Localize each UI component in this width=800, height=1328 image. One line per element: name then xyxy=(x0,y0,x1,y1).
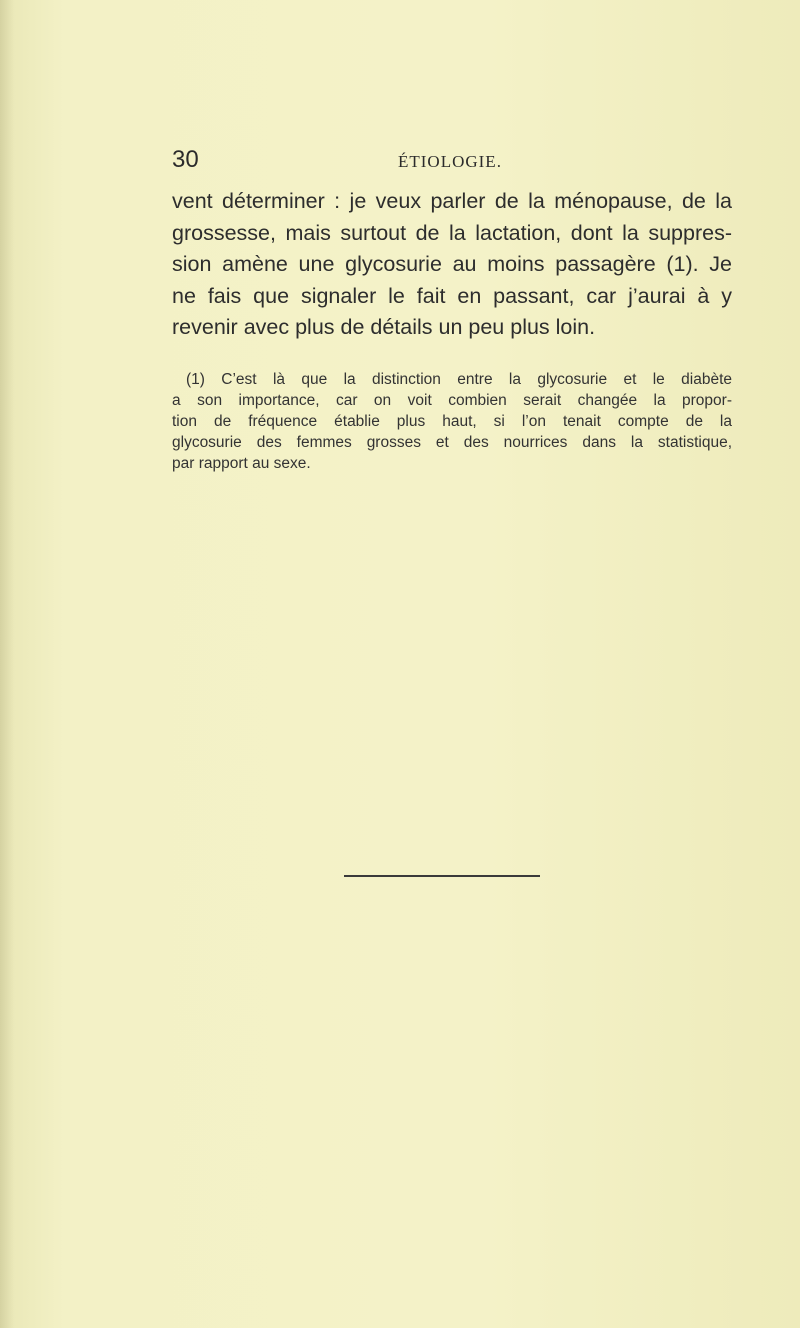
running-head xyxy=(172,146,732,176)
footnote-line: (1) C’est là que la distinction entre la glycosurie et le diabète xyxy=(186,371,732,388)
end-rule xyxy=(344,875,540,877)
body-line: revenir avec plus de détails un peu plus loin. xyxy=(172,315,596,339)
footnote-line: tion de fréquence établie plus haut, si l’on tenait compte de la xyxy=(172,413,732,430)
body-line: sion amène une glycosurie au moins passagère (1). Je xyxy=(172,252,732,276)
body-line: ne fais que signaler le fait en passant, car j’aurai à y xyxy=(172,283,732,308)
footnote-line: par rapport au sexe. xyxy=(172,455,311,472)
running-title: ÉTIOLOGIE. xyxy=(398,152,502,171)
body-paragraph xyxy=(172,186,732,344)
body-line: vent déterminer : je veux parler de la ménopause, de la xyxy=(172,189,732,213)
binding-shadow xyxy=(0,0,14,1328)
footnote xyxy=(172,369,732,474)
page-number: 30 xyxy=(172,146,199,173)
body-line: grossesse, mais surtout de la lactation, dont la suppres- xyxy=(172,220,732,245)
footnote-line: a son importance, car on voit combien serait changée la propor- xyxy=(172,392,732,409)
footnote-line: glycosurie des femmes grosses et des nourrices dans la statistique, xyxy=(172,434,732,451)
